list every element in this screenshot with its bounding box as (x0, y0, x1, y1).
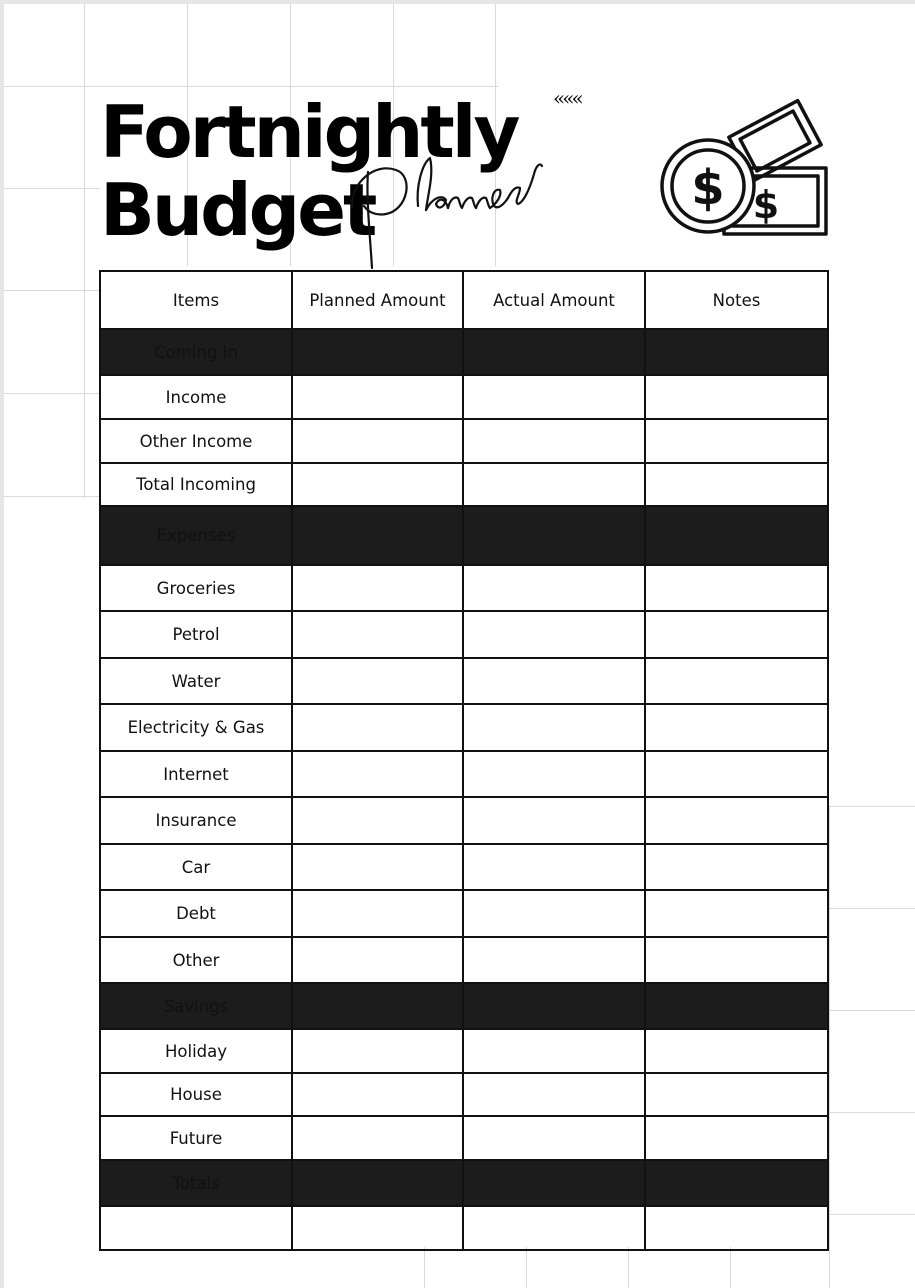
header-items: Items (100, 271, 292, 329)
notes-cell[interactable] (645, 565, 828, 611)
notes-cell[interactable] (645, 797, 828, 844)
item-label: Holiday (100, 1029, 292, 1073)
planned-amount-cell[interactable] (292, 797, 463, 844)
actual-amount-cell[interactable] (463, 375, 645, 419)
planned-amount-cell[interactable] (292, 375, 463, 419)
actual-amount-cell[interactable] (463, 1116, 645, 1160)
notes-cell[interactable] (645, 1073, 828, 1116)
header-planned-amount: Planned Amount (292, 271, 463, 329)
section-row-totals (100, 1160, 828, 1206)
item-label: Other Income (100, 419, 292, 463)
script-word-planner (344, 144, 554, 274)
item-label: Other (100, 937, 292, 983)
section-label: Totals (100, 1160, 292, 1206)
notes-cell[interactable] (645, 1029, 828, 1073)
actual-amount-cell[interactable] (463, 463, 645, 506)
actual-amount-cell[interactable] (463, 658, 645, 704)
item-label: Petrol (100, 611, 292, 658)
table-row (100, 419, 828, 463)
table-row (100, 797, 828, 844)
table-row (100, 937, 828, 983)
table-row (100, 1029, 828, 1073)
section-row-coming-in (100, 329, 828, 375)
header-row (100, 271, 828, 329)
actual-amount-cell[interactable] (463, 704, 645, 751)
table-row (100, 890, 828, 937)
totals-item-cell[interactable] (100, 1206, 292, 1250)
notes-cell[interactable] (645, 611, 828, 658)
actual-amount-cell[interactable] (463, 565, 645, 611)
table-row (100, 1073, 828, 1116)
table-row (100, 565, 828, 611)
planned-amount-cell[interactable] (292, 751, 463, 797)
notes-cell[interactable] (645, 751, 828, 797)
notes-cell[interactable] (645, 1116, 828, 1160)
item-label: Insurance (100, 797, 292, 844)
planned-amount-cell[interactable] (292, 1206, 463, 1250)
actual-amount-cell[interactable] (463, 1073, 645, 1116)
section-label: Coming In (100, 329, 292, 375)
table-row (100, 611, 828, 658)
notes-cell[interactable] (645, 1206, 828, 1250)
svg-text:$: $ (691, 160, 725, 216)
table-row (100, 658, 828, 704)
actual-amount-cell[interactable] (463, 1029, 645, 1073)
item-label: Total Incoming (100, 463, 292, 506)
notes-cell[interactable] (645, 844, 828, 890)
planned-amount-cell[interactable] (292, 890, 463, 937)
item-label: Future (100, 1116, 292, 1160)
table-row (100, 1116, 828, 1160)
actual-amount-cell[interactable] (463, 1206, 645, 1250)
planned-amount-cell[interactable] (292, 658, 463, 704)
item-label: Groceries (100, 565, 292, 611)
planned-amount-cell[interactable] (292, 1073, 463, 1116)
header-notes: Notes (645, 271, 828, 329)
header-actual-amount: Actual Amount (463, 271, 645, 329)
planned-amount-cell[interactable] (292, 1116, 463, 1160)
actual-amount-cell[interactable] (463, 937, 645, 983)
planned-amount-cell[interactable] (292, 611, 463, 658)
actual-amount-cell[interactable] (463, 611, 645, 658)
item-label: Income (100, 375, 292, 419)
title-budget: Budget (100, 168, 375, 252)
table-row (100, 704, 828, 751)
table-row (100, 1206, 828, 1250)
planned-amount-cell[interactable] (292, 844, 463, 890)
section-row-savings (100, 983, 828, 1029)
planned-amount-cell[interactable] (292, 565, 463, 611)
planned-amount-cell[interactable] (292, 704, 463, 751)
planned-amount-cell[interactable] (292, 419, 463, 463)
item-label: House (100, 1073, 292, 1116)
chevron-left-icon: ««« (553, 86, 581, 110)
money-stack-icon (656, 96, 832, 240)
item-label: Internet (100, 751, 292, 797)
title-fortnightly: Fortnightly (100, 90, 518, 174)
planned-amount-cell[interactable] (292, 463, 463, 506)
table-row (100, 844, 828, 890)
actual-amount-cell[interactable] (463, 844, 645, 890)
svg-text:$: $ (752, 183, 780, 227)
planned-amount-cell[interactable] (292, 1029, 463, 1073)
actual-amount-cell[interactable] (463, 751, 645, 797)
notes-cell[interactable] (645, 658, 828, 704)
notes-cell[interactable] (645, 419, 828, 463)
notes-cell[interactable] (645, 704, 828, 751)
budget-table (99, 270, 829, 1251)
section-row-expenses (100, 506, 828, 565)
notes-cell[interactable] (645, 890, 828, 937)
notes-cell[interactable] (645, 937, 828, 983)
table-row (100, 463, 828, 506)
table-row (100, 751, 828, 797)
planner-page (4, 4, 915, 1288)
item-label: Debt (100, 890, 292, 937)
item-label: Car (100, 844, 292, 890)
section-label: Expenses (100, 506, 292, 565)
item-label: Electricity & Gas (100, 704, 292, 751)
item-label: Water (100, 658, 292, 704)
table-row (100, 375, 828, 419)
planned-amount-cell[interactable] (292, 937, 463, 983)
actual-amount-cell[interactable] (463, 890, 645, 937)
notes-cell[interactable] (645, 375, 828, 419)
actual-amount-cell[interactable] (463, 797, 645, 844)
actual-amount-cell[interactable] (463, 419, 645, 463)
section-label: Savings (100, 983, 292, 1029)
notes-cell[interactable] (645, 463, 828, 506)
